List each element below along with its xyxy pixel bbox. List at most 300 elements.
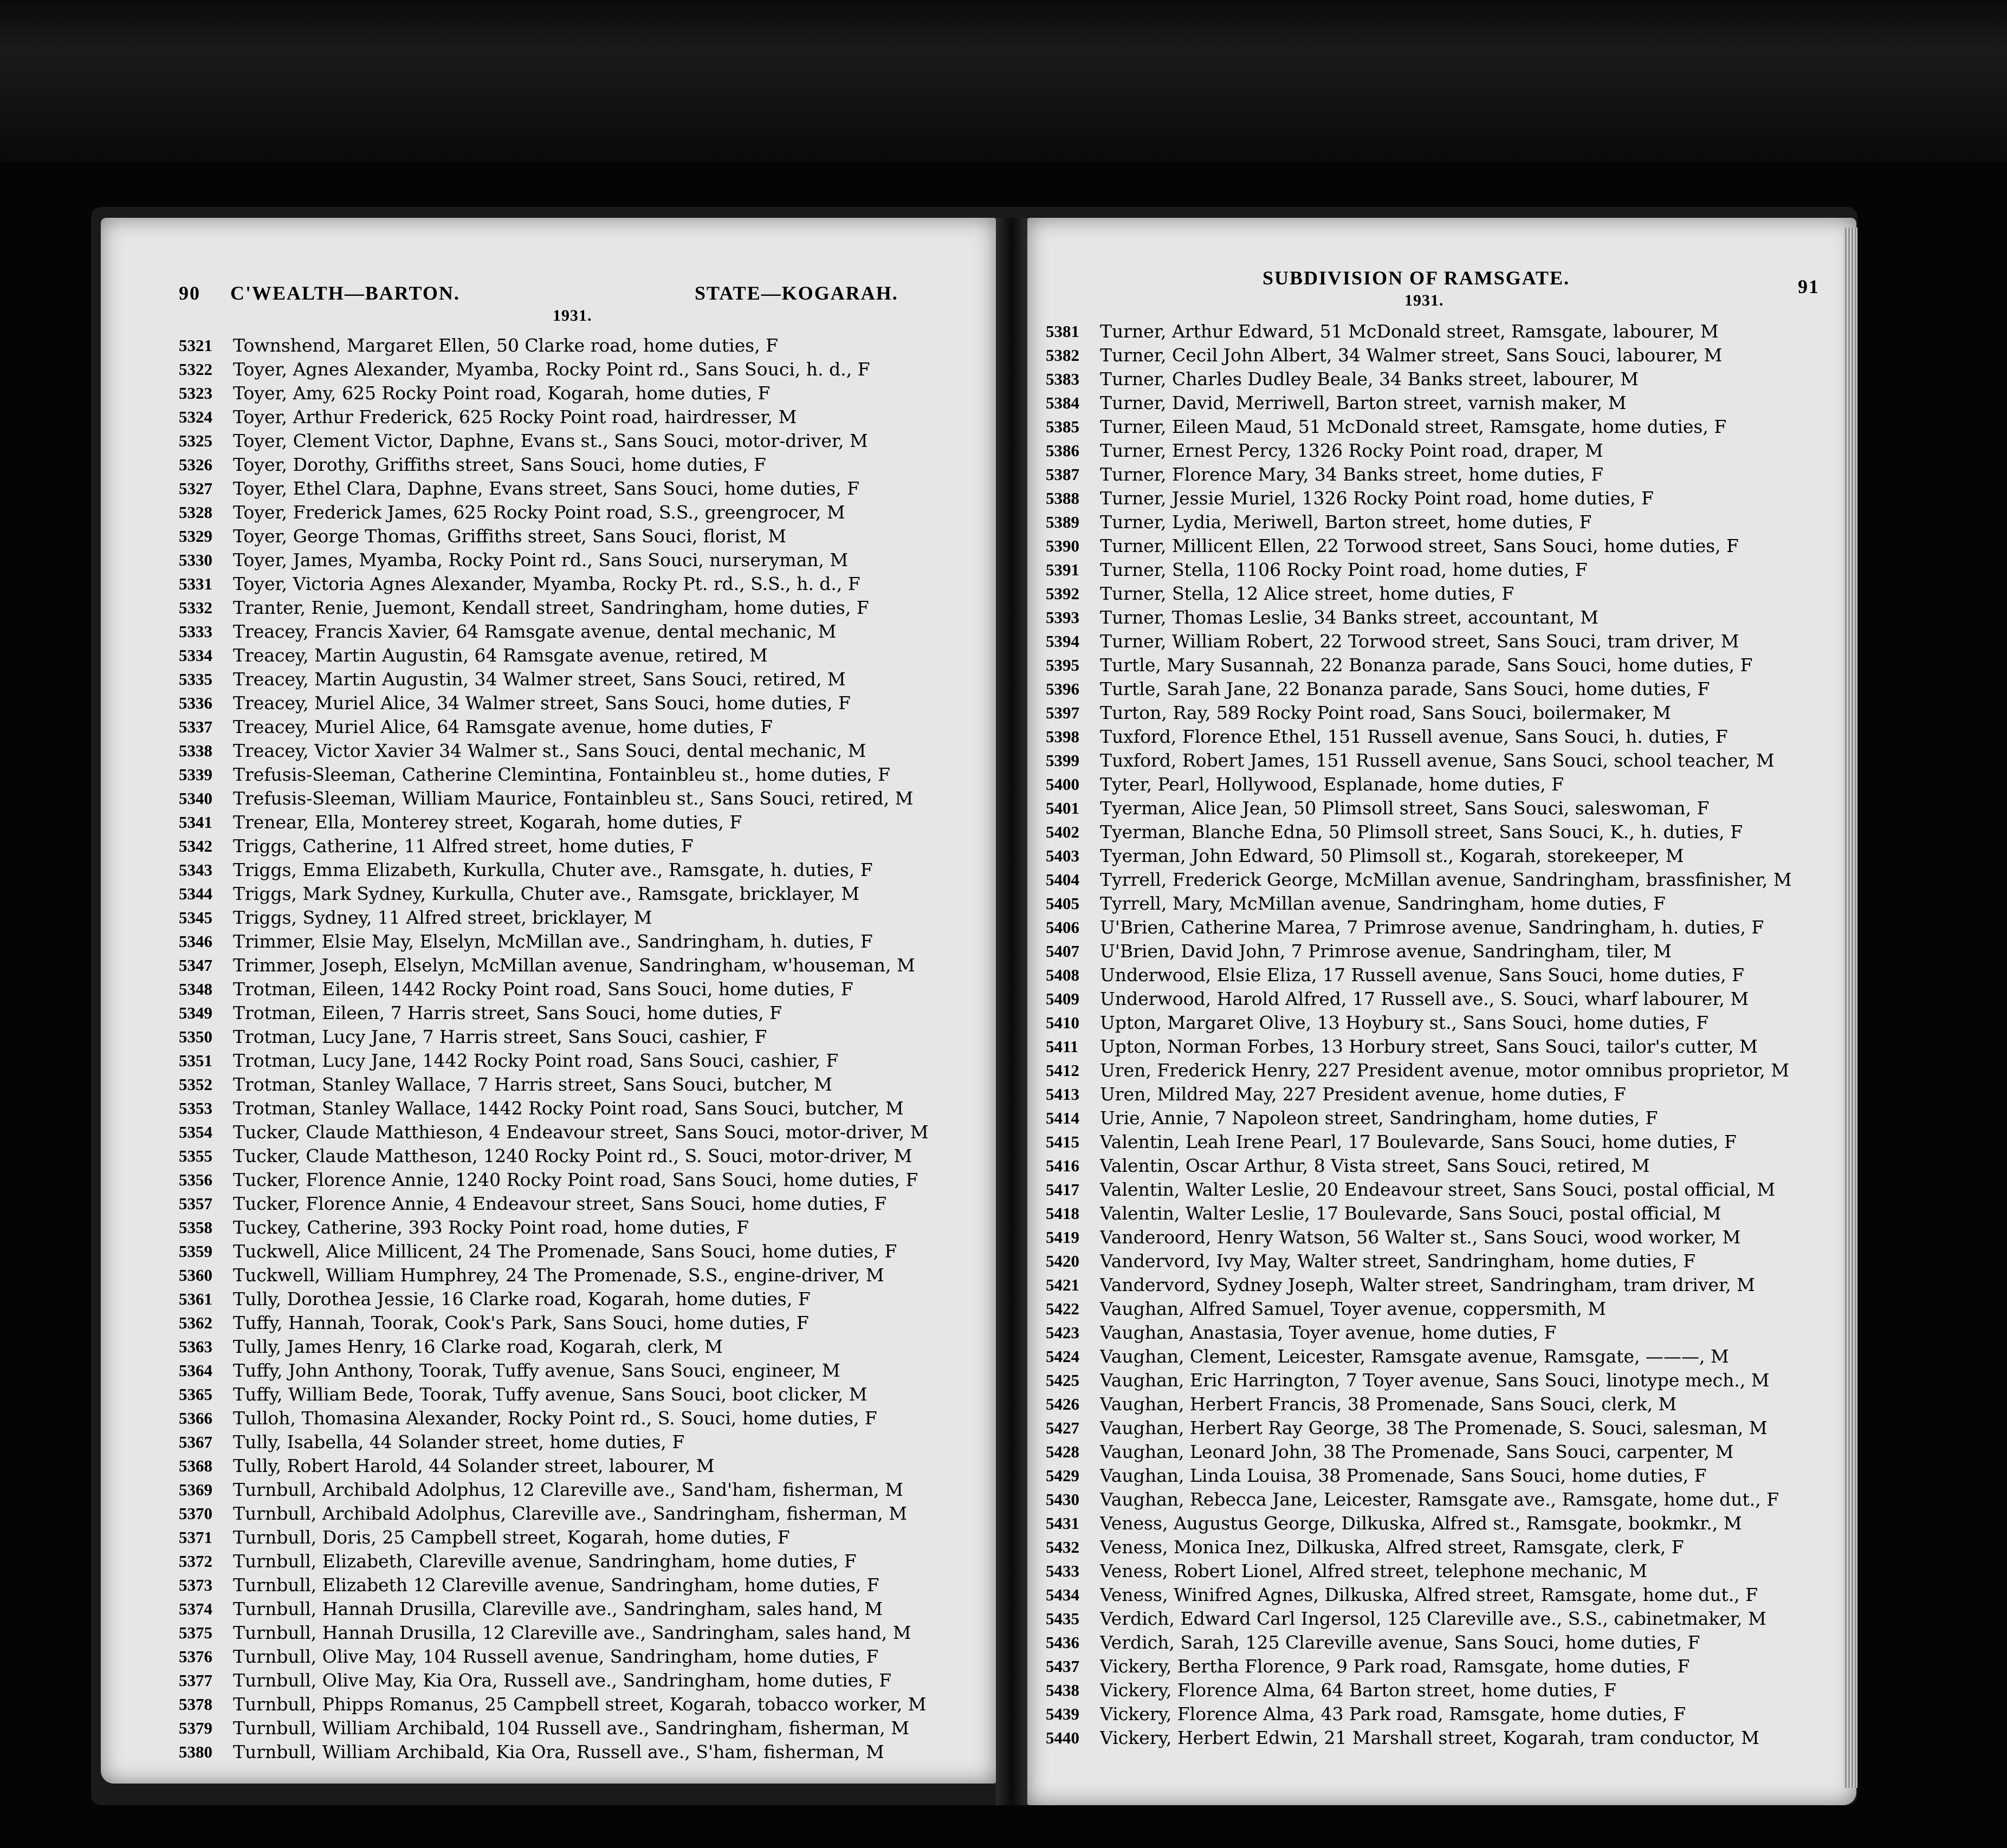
elector-entry: Tuffy, Hannah, Toorak, Cook's Park, Sans Souci, home duties, F	[233, 1312, 809, 1333]
elector-number: 5349	[179, 1003, 212, 1022]
elector-entry: Tully, James Henry, 16 Clarke road, Kogarah, clerk, M	[233, 1336, 723, 1357]
elector-number: 5414	[1046, 1108, 1079, 1127]
elector-number: 5342	[179, 837, 212, 855]
elector-entry: Verdich, Edward Carl Ingersol, 125 Clareville ave., S.S., cabinetmaker, M	[1100, 1608, 1766, 1629]
elector-entry: Turner, Stella, 12 Alice street, home duties, F	[1100, 583, 1514, 604]
right-header-subdivision: SUBDIVISION OF RAMSGATE.	[1263, 267, 1570, 289]
elector-number: 5330	[179, 550, 212, 569]
list-item	[179, 620, 986, 644]
elector-entry: Trotman, Lucy Jane, 7 Harris street, Sans Souci, cashier, F	[233, 1026, 767, 1047]
elector-number: 5375	[179, 1623, 212, 1642]
elector-number: 5327	[179, 479, 212, 498]
list-item	[179, 358, 986, 381]
list-item	[179, 1097, 986, 1120]
elector-number: 5339	[179, 765, 212, 784]
elector-entry: U'Brien, Catherine Marea, 7 Primrose avenue, Sandringham, h. duties, F	[1100, 917, 1764, 938]
elector-entry: Vaughan, Alfred Samuel, Toyer avenue, coppersmith, M	[1100, 1298, 1607, 1319]
list-item	[1046, 1488, 1848, 1512]
list-item	[1046, 701, 1848, 725]
elector-number: 5373	[179, 1575, 212, 1594]
elector-entry: Turnbull, Archibald Adolphus, Clareville ave., Sandringham, fisherman, M	[233, 1503, 908, 1524]
elector-entry: Vandervord, Ivy May, Walter street, Sandringham, home duties, F	[1100, 1250, 1696, 1272]
elector-entry: Trimmer, Elsie May, Elselyn, McMillan ave., Sandringham, h. duties, F	[233, 931, 873, 952]
elector-number: 5387	[1046, 465, 1079, 484]
list-item	[1046, 558, 1848, 582]
list-item	[179, 1168, 986, 1192]
elector-number: 5335	[179, 670, 212, 689]
list-item	[1046, 820, 1848, 844]
elector-number: 5350	[179, 1027, 212, 1046]
elector-entry: Vickery, Florence Alma, 43 Park road, Ramsgate, home duties, F	[1100, 1703, 1686, 1724]
elector-entry: Tuxford, Florence Ethel, 151 Russell avenue, Sans Souci, h. duties, F	[1100, 726, 1728, 747]
list-item	[1046, 1369, 1848, 1392]
elector-number: 5351	[179, 1051, 212, 1070]
elector-entry: Veness, Monica Inez, Dilkuska, Alfred street, Ramsgate, clerk, F	[1100, 1536, 1684, 1558]
elector-number: 5431	[1046, 1514, 1079, 1533]
list-item	[1046, 463, 1848, 487]
elector-number: 5435	[1046, 1609, 1079, 1628]
elector-number: 5409	[1046, 989, 1079, 1008]
list-item	[1046, 415, 1848, 439]
list-item	[1046, 1297, 1848, 1321]
list-item	[1046, 343, 1848, 367]
elector-number: 5429	[1046, 1466, 1079, 1485]
elector-entry: Toyer, Arthur Frederick, 625 Rocky Point road, hairdresser, M	[233, 406, 797, 427]
list-item	[1046, 1321, 1848, 1345]
list-item	[1046, 773, 1848, 796]
elector-number: 5411	[1046, 1037, 1079, 1056]
list-item	[1046, 1202, 1848, 1225]
elector-entry: Turner, Stella, 1106 Rocky Point road, home duties, F	[1100, 559, 1588, 580]
list-item	[179, 477, 986, 501]
elector-entry: Turner, Cecil John Albert, 34 Walmer street, Sans Souci, labourer, M	[1100, 345, 1723, 366]
list-item	[179, 691, 986, 715]
list-item	[179, 1383, 986, 1406]
elector-number: 5324	[179, 407, 212, 426]
elector-number: 5398	[1046, 727, 1079, 746]
elector-number: 5378	[179, 1695, 212, 1714]
list-item	[1046, 1440, 1848, 1464]
elector-entry: Vickery, Florence Alma, 64 Barton street, home duties, F	[1100, 1680, 1616, 1701]
elector-entry: Tully, Isabella, 44 Solander street, home duties, F	[233, 1431, 685, 1453]
list-item	[179, 930, 986, 954]
left-year: 1931.	[553, 307, 592, 325]
elector-entry: Tucker, Florence Annie, 4 Endeavour street, Sans Souci, home duties, F	[233, 1193, 887, 1214]
list-item	[1046, 844, 1848, 868]
list-item	[179, 524, 986, 548]
elector-number: 5404	[1046, 870, 1079, 889]
right-page-number: 91	[1798, 276, 1820, 297]
list-item	[1046, 1392, 1848, 1416]
elector-entry: Tyerman, John Edward, 50 Plimsoll st., Kogarah, storekeeper, M	[1100, 845, 1684, 866]
elector-number: 5332	[179, 598, 212, 617]
list-item	[1046, 1345, 1848, 1369]
elector-number: 5422	[1046, 1299, 1079, 1318]
elector-number: 5358	[179, 1218, 212, 1237]
elector-number: 5336	[179, 693, 212, 712]
elector-number: 5405	[1046, 894, 1079, 913]
elector-entry: Toyer, Clement Victor, Daphne, Evans st., Sans Souci, motor-driver, M	[233, 430, 868, 451]
elector-entry: Vaughan, Herbert Francis, 38 Promenade, Sans Souci, clerk, M	[1100, 1393, 1677, 1415]
list-item	[179, 1359, 986, 1383]
list-item	[179, 977, 986, 1001]
elector-number: 5433	[1046, 1561, 1079, 1580]
elector-entry: Turner, William Robert, 22 Torwood street, Sans Souci, tram driver, M	[1100, 631, 1739, 652]
list-item	[179, 548, 986, 572]
elector-entry: Turnbull, Elizabeth, Clareville avenue, Sandringham, home duties, F	[233, 1551, 857, 1572]
list-item	[1046, 653, 1848, 677]
list-item	[1046, 487, 1848, 510]
list-item	[1046, 1178, 1848, 1202]
elector-number: 5372	[179, 1552, 212, 1571]
elector-entry: Turnbull, Olive May, 104 Russell avenue, Sandringham, home duties, F	[233, 1646, 879, 1667]
list-item	[1046, 1011, 1848, 1035]
list-item	[179, 644, 986, 667]
elector-entry: Townshend, Margaret Ellen, 50 Clarke road, home duties, F	[233, 335, 779, 356]
elector-number: 5390	[1046, 536, 1079, 555]
list-item	[1046, 1583, 1848, 1607]
list-item	[1046, 582, 1848, 606]
list-item	[179, 1144, 986, 1168]
list-item	[179, 1216, 986, 1240]
elector-number: 5436	[1046, 1633, 1079, 1652]
elector-entry: Toyer, Amy, 625 Rocky Point road, Kogarah, home duties, F	[233, 382, 771, 404]
elector-entry: Turner, Ernest Percy, 1326 Rocky Point road, draper, M	[1100, 440, 1603, 461]
elector-number: 5396	[1046, 679, 1079, 698]
elector-number: 5369	[179, 1480, 212, 1499]
list-item	[1046, 1631, 1848, 1655]
elector-entry: Tulloh, Thomasina Alexander, Rocky Point rd., S. Souci, home duties, F	[233, 1408, 877, 1429]
elector-entry: Urie, Annie, 7 Napoleon street, Sandringham, home duties, F	[1100, 1107, 1658, 1129]
list-item	[1046, 1154, 1848, 1178]
elector-number: 5438	[1046, 1681, 1079, 1700]
elector-entry: Triggs, Sydney, 11 Alfred street, bricklayer, M	[233, 907, 652, 928]
elector-number: 5356	[179, 1170, 212, 1189]
elector-entry: Tuffy, William Bede, Toorak, Tuffy avenue, Sans Souci, boot clicker, M	[233, 1384, 867, 1405]
list-item	[179, 429, 986, 453]
elector-number: 5322	[179, 360, 212, 379]
list-item	[1046, 439, 1848, 463]
elector-number: 5410	[1046, 1013, 1079, 1032]
list-item	[179, 1549, 986, 1573]
elector-entry: Valentin, Oscar Arthur, 8 Vista street, Sans Souci, retired, M	[1100, 1155, 1650, 1176]
elector-entry: Toyer, Victoria Agnes Alexander, Myamba, Rocky Pt. rd., S.S., h. d., F	[233, 573, 860, 594]
elector-entry: Triggs, Mark Sydney, Kurkulla, Chuter ave., Ramsgate, bricklayer, M	[233, 883, 860, 904]
elector-number: 5368	[179, 1456, 212, 1475]
list-item	[179, 1740, 986, 1764]
elector-number: 5377	[179, 1671, 212, 1690]
elector-number: 5333	[179, 622, 212, 641]
elector-number: 5361	[179, 1289, 212, 1308]
elector-number: 5364	[179, 1361, 212, 1380]
elector-entry: Trotman, Stanley Wallace, 1442 Rocky Point road, Sans Souci, butcher, M	[233, 1098, 904, 1119]
list-item	[179, 1335, 986, 1359]
list-item	[1046, 510, 1848, 534]
elector-number: 5328	[179, 503, 212, 522]
elector-number: 5416	[1046, 1156, 1079, 1175]
elector-entry: Vaughan, Anastasia, Toyer avenue, home duties, F	[1100, 1322, 1557, 1343]
elector-entry: Treacey, Victor Xavier 34 Walmer st., Sans Souci, dental mechanic, M	[233, 740, 866, 761]
list-item	[1046, 987, 1848, 1011]
list-item	[179, 715, 986, 739]
list-item	[179, 1120, 986, 1144]
elector-number: 5325	[179, 431, 212, 450]
elector-entry: Turner, David, Merriwell, Barton street, varnish maker, M	[1100, 392, 1627, 413]
elector-number: 5389	[1046, 513, 1079, 531]
elector-number: 5370	[179, 1504, 212, 1523]
elector-number: 5357	[179, 1194, 212, 1213]
elector-number: 5340	[179, 789, 212, 808]
elector-entry: Turner, Jessie Muriel, 1326 Rocky Point road, home duties, F	[1100, 488, 1654, 509]
elector-number: 5392	[1046, 584, 1079, 603]
list-item	[179, 572, 986, 596]
list-item	[179, 1716, 986, 1740]
list-item	[179, 1526, 986, 1549]
elector-entry: Toyer, Dorothy, Griffiths street, Sans Souci, home duties, F	[233, 454, 766, 475]
elector-entry: Veness, Winifred Agnes, Dilkuska, Alfred street, Ramsgate, home dut., F	[1100, 1584, 1758, 1605]
elector-number: 5382	[1046, 346, 1079, 365]
elector-number: 5381	[1046, 322, 1079, 341]
list-item	[1046, 534, 1848, 558]
list-item	[179, 1025, 986, 1049]
elector-number: 5395	[1046, 656, 1079, 675]
elector-entry: Verdich, Sarah, 125 Clareville avenue, Sans Souci, home duties, F	[1100, 1632, 1700, 1653]
list-item	[1046, 1535, 1848, 1559]
elector-number: 5428	[1046, 1442, 1079, 1461]
elector-number: 5401	[1046, 799, 1079, 818]
elector-number: 5430	[1046, 1490, 1079, 1509]
elector-number: 5397	[1046, 703, 1079, 722]
elector-entry: Tully, Dorothea Jessie, 16 Clarke road, Kogarah, home duties, F	[233, 1288, 811, 1309]
elector-entry: Turtle, Mary Susannah, 22 Bonanza parade, Sans Souci, home duties, F	[1100, 654, 1753, 676]
elector-number: 5326	[179, 455, 212, 474]
elector-entry: Turner, Florence Mary, 34 Banks street, home duties, F	[1100, 464, 1604, 485]
list-item	[179, 1192, 986, 1216]
right-entry-list	[1046, 320, 1848, 1750]
elector-entry: Tranter, Renie, Juemont, Kendall street, Sandringham, home duties, F	[233, 597, 869, 618]
list-item	[179, 763, 986, 787]
elector-number: 5329	[179, 527, 212, 546]
list-item	[179, 834, 986, 858]
elector-number: 5420	[1046, 1252, 1079, 1270]
elector-entry: Vickery, Herbert Edwin, 21 Marshall street, Kogarah, tram conductor, M	[1100, 1727, 1759, 1748]
elector-entry: Triggs, Catherine, 11 Alfred street, home duties, F	[233, 835, 694, 857]
list-item	[179, 1287, 986, 1311]
elector-number: 5354	[179, 1123, 212, 1142]
elector-entry: Vaughan, Eric Harrington, 7 Toyer avenue, Sans Souci, linotype mech., M	[1100, 1370, 1770, 1391]
elector-number: 5424	[1046, 1347, 1079, 1366]
list-item	[179, 1240, 986, 1263]
elector-number: 5348	[179, 980, 212, 998]
elector-number: 5337	[179, 717, 212, 736]
elector-entry: Valentin, Walter Leslie, 17 Boulevarde, Sans Souci, postal official, M	[1100, 1203, 1721, 1224]
elector-entry: Vaughan, Herbert Ray George, 38 The Promenade, S. Souci, salesman, M	[1100, 1417, 1768, 1438]
list-item	[179, 858, 986, 882]
list-item	[1046, 1655, 1848, 1678]
elector-entry: Tyter, Pearl, Hollywood, Esplanade, home duties, F	[1100, 774, 1564, 795]
elector-number: 5415	[1046, 1132, 1079, 1151]
elector-number: 5406	[1046, 918, 1079, 937]
elector-entry: Upton, Norman Forbes, 13 Horbury street, Sans Souci, tailor's cutter, M	[1100, 1036, 1758, 1057]
elector-number: 5363	[179, 1337, 212, 1356]
elector-number: 5388	[1046, 489, 1079, 508]
list-item	[1046, 1607, 1848, 1631]
list-item	[1046, 1512, 1848, 1535]
elector-number: 5345	[179, 908, 212, 927]
list-item	[1046, 1702, 1848, 1726]
elector-number: 5353	[179, 1099, 212, 1118]
elector-entry: Turnbull, Phipps Romanus, 25 Campbell street, Kogarah, tobacco worker, M	[233, 1694, 927, 1715]
elector-entry: Turner, Lydia, Meriwell, Barton street, home duties, F	[1100, 511, 1592, 533]
list-item	[1046, 868, 1848, 892]
elector-number: 5359	[179, 1242, 212, 1261]
elector-number: 5360	[179, 1266, 212, 1285]
list-item	[1046, 630, 1848, 653]
book-gutter	[996, 218, 1027, 1805]
elector-entry: Tucker, Florence Annie, 1240 Rocky Point road, Sans Souci, home duties, F	[233, 1169, 918, 1190]
elector-entry: Tucker, Claude Matthieson, 4 Endeavour street, Sans Souci, motor-driver, M	[233, 1121, 929, 1143]
elector-number: 5427	[1046, 1418, 1079, 1437]
elector-entry: Turnbull, Archibald Adolphus, 12 Clareville ave., Sand'ham, fisherman, M	[233, 1479, 903, 1500]
elector-entry: Toyer, Ethel Clara, Daphne, Evans street, Sans Souci, home duties, F	[233, 478, 859, 499]
elector-number: 5366	[179, 1409, 212, 1428]
list-item	[179, 1669, 986, 1693]
list-item	[1046, 1082, 1848, 1106]
list-item	[179, 1502, 986, 1526]
elector-entry: Tuxford, Robert James, 151 Russell avenue, Sans Souci, school teacher, M	[1100, 750, 1775, 771]
elector-number: 5403	[1046, 846, 1079, 865]
list-item	[179, 1573, 986, 1597]
elector-entry: Vanderoord, Henry Watson, 56 Walter st., Sans Souci, wood worker, M	[1100, 1227, 1741, 1248]
elector-entry: Tuckey, Catherine, 393 Rocky Point road, home duties, F	[233, 1217, 749, 1238]
list-item	[1046, 939, 1848, 963]
elector-entry: Turnbull, Hannah Drusilla, Clareville ave., Sandringham, sales hand, M	[233, 1598, 883, 1619]
list-item	[179, 1263, 986, 1287]
elector-number: 5362	[179, 1313, 212, 1332]
list-item	[1046, 1273, 1848, 1297]
elector-number: 5341	[179, 813, 212, 832]
elector-entry: Treacey, Martin Augustin, 64 Ramsgate avenue, retired, M	[233, 645, 768, 666]
list-item	[179, 334, 986, 358]
elector-entry: Vaughan, Rebecca Jane, Leicester, Ramsgate ave., Ramsgate, home dut., F	[1100, 1489, 1779, 1510]
elector-entry: Tuckwell, William Humphrey, 24 The Promenade, S.S., engine-driver, M	[233, 1265, 884, 1286]
list-item	[179, 1454, 986, 1478]
elector-number: 5400	[1046, 775, 1079, 794]
list-item	[179, 787, 986, 810]
elector-number: 5393	[1046, 608, 1079, 627]
list-item	[1046, 963, 1848, 987]
elector-entry: Veness, Augustus George, Dilkuska, Alfred st., Ramsgate, bookmkr., M	[1100, 1513, 1742, 1534]
list-item	[179, 381, 986, 405]
elector-number: 5321	[179, 336, 212, 355]
elector-number: 5380	[179, 1742, 212, 1761]
elector-entry: Turnbull, Olive May, Kia Ora, Russell ave., Sandringham, home duties, F	[233, 1670, 892, 1691]
elector-number: 5371	[179, 1528, 212, 1547]
elector-entry: Turner, Thomas Leslie, 34 Banks street, accountant, M	[1100, 607, 1599, 628]
elector-number: 5334	[179, 646, 212, 665]
elector-entry: Triggs, Emma Elizabeth, Kurkulla, Chuter ave., Ramsgate, h. duties, F	[233, 859, 873, 880]
left-page-number: 90	[179, 282, 200, 304]
list-item	[1046, 1106, 1848, 1130]
list-item	[1046, 1678, 1848, 1702]
elector-number: 5440	[1046, 1728, 1079, 1747]
elector-number: 5338	[179, 741, 212, 760]
list-item	[1046, 391, 1848, 415]
elector-number: 5365	[179, 1385, 212, 1404]
elector-entry: Trimmer, Joseph, Elselyn, McMillan avenue, Sandringham, w'houseman, M	[233, 955, 915, 976]
elector-entry: Turner, Millicent Ellen, 22 Torwood street, Sans Souci, home duties, F	[1100, 535, 1739, 556]
elector-number: 5331	[179, 574, 212, 593]
elector-number: 5352	[179, 1075, 212, 1094]
list-item	[179, 810, 986, 834]
elector-entry: Turnbull, William Archibald, Kia Ora, Russell ave., S'ham, fisherman, M	[233, 1741, 884, 1762]
elector-entry: Tyerman, Blanche Edna, 50 Plimsoll street, Sans Souci, K., h. duties, F	[1100, 821, 1743, 842]
elector-entry: Turnbull, Elizabeth 12 Clareville avenue, Sandringham, home duties, F	[233, 1574, 879, 1596]
elector-number: 5347	[179, 956, 212, 975]
list-item	[179, 954, 986, 977]
elector-entry: Tuckwell, Alice Millicent, 24 The Promenade, Sans Souci, home duties, F	[233, 1241, 897, 1262]
elector-number: 5367	[179, 1432, 212, 1451]
elector-entry: Tucker, Claude Mattheson, 1240 Rocky Point rd., S. Souci, motor-driver, M	[233, 1145, 912, 1166]
elector-entry: Tyerman, Alice Jean, 50 Plimsoll street, Sans Souci, saleswoman, F	[1100, 797, 1710, 819]
list-item	[1046, 1035, 1848, 1059]
elector-entry: Toyer, Agnes Alexander, Myamba, Rocky Point rd., Sans Souci, h. d., F	[233, 359, 870, 380]
elector-entry: Toyer, James, Myamba, Rocky Point rd., Sans Souci, nurseryman, M	[233, 549, 849, 570]
elector-number: 5343	[179, 860, 212, 879]
elector-number: 5346	[179, 932, 212, 951]
elector-entry: Trotman, Lucy Jane, 1442 Rocky Point road, Sans Souci, cashier, F	[233, 1050, 839, 1071]
list-item	[179, 596, 986, 620]
elector-entry: Uren, Mildred May, 227 President avenue, home duties, F	[1100, 1084, 1626, 1105]
list-item	[1046, 1130, 1848, 1154]
elector-entry: Tuffy, John Anthony, Toorak, Tuffy avenue, Sans Souci, engineer, M	[233, 1360, 840, 1381]
list-item	[179, 1049, 986, 1073]
elector-number: 5394	[1046, 632, 1079, 651]
elector-entry: Turner, Charles Dudley Beale, 34 Banks street, labourer, M	[1100, 368, 1639, 390]
list-item	[1046, 1726, 1848, 1750]
elector-number: 5437	[1046, 1657, 1079, 1676]
elector-number: 5423	[1046, 1323, 1079, 1342]
elector-entry: Toyer, George Thomas, Griffiths street, Sans Souci, florist, M	[233, 526, 787, 547]
list-item	[179, 906, 986, 930]
elector-entry: Turtle, Sarah Jane, 22 Bonanza parade, Sans Souci, home duties, F	[1100, 678, 1710, 699]
elector-entry: Trotman, Eileen, 7 Harris street, Sans Souci, home duties, F	[233, 1002, 782, 1023]
list-item	[1046, 916, 1848, 939]
elector-entry: Turnbull, William Archibald, 104 Russell ave., Sandringham, fisherman, M	[233, 1717, 910, 1739]
elector-number: 5408	[1046, 965, 1079, 984]
list-item	[1046, 1416, 1848, 1440]
list-item	[1046, 320, 1848, 343]
elector-entry: Treacey, Martin Augustin, 34 Walmer street, Sans Souci, retired, M	[233, 669, 846, 690]
elector-entry: Vandervord, Sydney Joseph, Walter street, Sandringham, tram driver, M	[1100, 1274, 1755, 1295]
elector-entry: Valentin, Walter Leslie, 20 Endeavour street, Sans Souci, postal official, M	[1100, 1179, 1776, 1200]
elector-entry: Turner, Arthur Edward, 51 McDonald street, Ramsgate, labourer, M	[1100, 321, 1719, 342]
elector-number: 5355	[179, 1146, 212, 1165]
elector-number: 5434	[1046, 1585, 1079, 1604]
list-item	[179, 501, 986, 524]
elector-number: 5417	[1046, 1180, 1079, 1199]
elector-entry: Tully, Robert Harold, 44 Solander street, labourer, M	[233, 1455, 715, 1476]
elector-number: 5402	[1046, 822, 1079, 841]
elector-entry: Tyrrell, Mary, McMillan avenue, Sandringham, home duties, F	[1100, 893, 1666, 914]
list-item	[1046, 796, 1848, 820]
elector-number: 5426	[1046, 1395, 1079, 1413]
elector-entry: Uren, Frederick Henry, 227 President avenue, motor omnibus proprietor, M	[1100, 1060, 1790, 1081]
list-item	[1046, 1464, 1848, 1488]
list-item	[1046, 749, 1848, 773]
list-item	[179, 1693, 986, 1716]
elector-number: 5323	[179, 384, 212, 403]
